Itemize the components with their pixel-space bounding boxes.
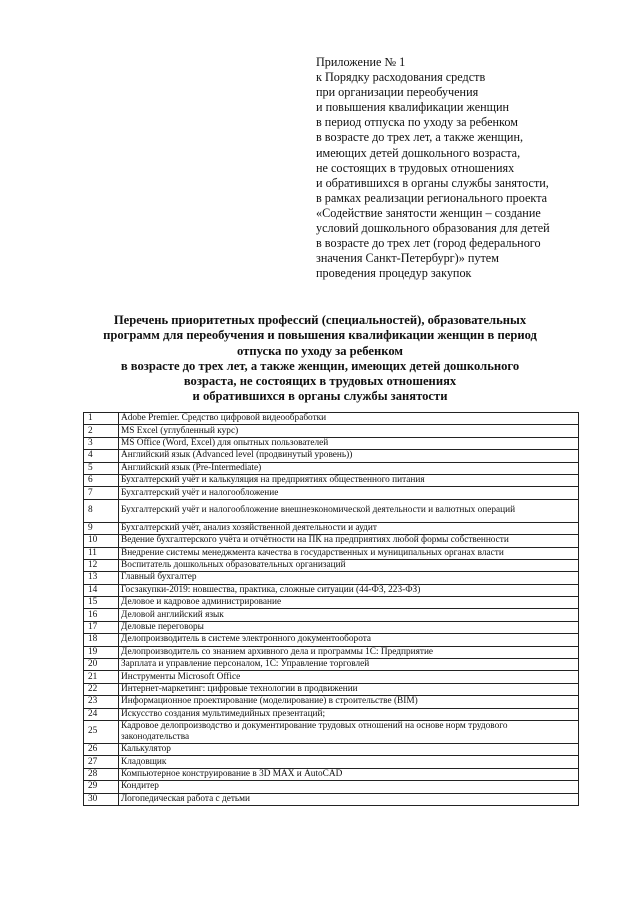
program-name: Воспитатель дошкольных образовательных организаций bbox=[119, 559, 579, 571]
table-row bbox=[84, 450, 579, 462]
row-number: 9 bbox=[84, 522, 119, 534]
appendix-header bbox=[316, 55, 616, 281]
table-row bbox=[84, 659, 579, 671]
table-row bbox=[84, 522, 579, 534]
row-number: 21 bbox=[84, 671, 119, 683]
row-number: 1 bbox=[84, 413, 119, 425]
appendix-line: проведения процедур закупок bbox=[316, 266, 472, 281]
row-number: 23 bbox=[84, 696, 119, 708]
table-row bbox=[84, 547, 579, 559]
table-row bbox=[84, 781, 579, 793]
program-name: Логопедическая работа с детьми bbox=[119, 793, 579, 805]
table-row bbox=[84, 756, 579, 768]
program-name: MS Office (Word, Excel) для опытных пользователей bbox=[119, 437, 579, 449]
row-number: 4 bbox=[84, 450, 119, 462]
table-row bbox=[84, 621, 579, 633]
appendix-line: не состоящих в трудовых отношениях bbox=[316, 160, 515, 175]
table-row bbox=[84, 487, 579, 499]
title-line: программ для переобучения и повышения квалификации женщин в период bbox=[103, 328, 537, 343]
title-line: Перечень приоритетных профессий (специальностей), образовательных bbox=[113, 313, 527, 327]
program-name: Бухгалтерский учёт, анализ хозяйственной деятельности и аудит bbox=[119, 522, 579, 534]
row-number: 14 bbox=[84, 584, 119, 596]
program-name: Деловое и кадровое администрирование bbox=[119, 597, 579, 609]
row-number: 22 bbox=[84, 683, 119, 695]
appendix-line: имеющих детей дошкольного возраста, bbox=[316, 145, 521, 160]
appendix-line: к Порядку расходования средств bbox=[316, 70, 486, 85]
table-row bbox=[84, 413, 579, 425]
table-row bbox=[84, 708, 579, 720]
row-number: 24 bbox=[84, 708, 119, 720]
program-name: Английский язык (Pre-Intermediate) bbox=[119, 462, 579, 474]
program-name: Внедрение системы менеджмента качества в государственных и муниципальных органах власти bbox=[119, 547, 579, 559]
row-number: 19 bbox=[84, 646, 119, 658]
row-number: 15 bbox=[84, 597, 119, 609]
program-name: Калькулятор bbox=[119, 743, 579, 755]
table-row bbox=[84, 572, 579, 584]
program-name: Информационное проектирование (моделирование) в строительстве (BIM) bbox=[119, 696, 579, 708]
table-row bbox=[84, 559, 579, 571]
title-line: отпуска по уходу за ребенком bbox=[237, 343, 403, 358]
program-name: Кадровое делопроизводство и документирование трудовых отношений на основе норм трудового законодательства bbox=[119, 720, 579, 743]
appendix-line: в возрасте до трех лет, а также женщин, bbox=[316, 130, 524, 145]
table-row bbox=[84, 597, 579, 609]
row-number: 6 bbox=[84, 474, 119, 486]
program-name: Adobe Premier. Средство цифровой видеообработки bbox=[119, 413, 579, 425]
program-name: Главный бухгалтер bbox=[119, 572, 579, 584]
program-name: Кладовщик bbox=[119, 756, 579, 768]
program-name: Искусство создания мультимедийных презентаций; bbox=[119, 708, 579, 720]
program-name: Бухгалтерский учёт и налогообложение внешнеэкономической деятельности и валютных операций bbox=[119, 499, 579, 522]
appendix-line: и обратившихся в органы службы занятости, bbox=[316, 175, 549, 190]
program-name: Компьютерное конструирование в 3D MAX и AutoCAD bbox=[119, 768, 579, 780]
table-row bbox=[84, 584, 579, 596]
row-number: 16 bbox=[84, 609, 119, 621]
table-row bbox=[84, 425, 579, 437]
table-row bbox=[84, 683, 579, 695]
table-row bbox=[84, 462, 579, 474]
title-line: возраста, не состоящих в трудовых отношениях bbox=[183, 374, 457, 389]
row-number: 18 bbox=[84, 634, 119, 646]
table-row bbox=[84, 437, 579, 449]
table-row bbox=[84, 609, 579, 621]
program-name: Деловые переговоры bbox=[119, 621, 579, 633]
row-number: 20 bbox=[84, 659, 119, 671]
appendix-line: условий дошкольного образования для детей bbox=[316, 221, 550, 236]
title-line: в возрасте до трех лет, а также женщин, имеющих детей дошкольного bbox=[120, 358, 520, 373]
row-number: 28 bbox=[84, 768, 119, 780]
program-name: Интернет-маркетинг: цифровые технологии в продвижении bbox=[119, 683, 579, 695]
table-row bbox=[84, 720, 579, 743]
row-number: 8 bbox=[84, 499, 119, 522]
row-number: 27 bbox=[84, 756, 119, 768]
title-line: и обратившихся в органы службы занятости bbox=[192, 389, 448, 404]
program-name: Зарплата и управление персоналом, 1С: Управление торговлей bbox=[119, 659, 579, 671]
table-row bbox=[84, 696, 579, 708]
appendix-line: и повышения квалификации женщин bbox=[316, 100, 510, 115]
program-name: Деловой английский язык bbox=[119, 609, 579, 621]
appendix-line: значения Санкт-Петербург)» путем bbox=[316, 251, 499, 266]
programs-table bbox=[83, 412, 579, 806]
row-number: 12 bbox=[84, 559, 119, 571]
row-number: 5 bbox=[84, 462, 119, 474]
program-name: Делопроизводитель со знанием архивного дела и программы 1С: Предприятие bbox=[119, 646, 579, 658]
table-row bbox=[84, 646, 579, 658]
program-name: Ведение бухгалтерского учёта и отчётности на ПК на предприятиях любой формы собственности bbox=[119, 535, 579, 547]
appendix-line: в рамках реализации регионального проекта bbox=[316, 190, 548, 205]
table-row bbox=[84, 793, 579, 805]
row-number: 29 bbox=[84, 781, 119, 793]
program-name: Госзакупки-2019: новшества, практика, сложные ситуации (44-ФЗ, 223-ФЗ) bbox=[119, 584, 579, 596]
program-name: Бухгалтерский учёт и калькуляция на предприятиях общественного питания bbox=[119, 474, 579, 486]
table-row bbox=[84, 634, 579, 646]
program-name: MS Excel (углубленный курс) bbox=[119, 425, 579, 437]
table-row bbox=[84, 535, 579, 547]
program-name: Делопроизводитель в системе электронного документооборота bbox=[119, 634, 579, 646]
program-name: Английский язык (Advanced level (продвинутый уровень)) bbox=[119, 450, 579, 462]
appendix-line: Приложение № 1 bbox=[316, 55, 406, 69]
row-number: 13 bbox=[84, 572, 119, 584]
row-number: 7 bbox=[84, 487, 119, 499]
document-title bbox=[40, 313, 600, 405]
row-number: 25 bbox=[84, 720, 119, 743]
row-number: 10 bbox=[84, 535, 119, 547]
table-row bbox=[84, 671, 579, 683]
table-row bbox=[84, 743, 579, 755]
row-number: 3 bbox=[84, 437, 119, 449]
appendix-line: в возрасте до трех лет (город федерального bbox=[316, 236, 541, 251]
row-number: 17 bbox=[84, 621, 119, 633]
table-row bbox=[84, 768, 579, 780]
program-name: Кондитер bbox=[119, 781, 579, 793]
program-name: Инструменты Microsoft Office bbox=[119, 671, 579, 683]
row-number: 2 bbox=[84, 425, 119, 437]
table-row bbox=[84, 474, 579, 486]
program-name: Бухгалтерский учёт и налогообложение bbox=[119, 487, 579, 499]
row-number: 30 bbox=[84, 793, 119, 805]
table-row bbox=[84, 499, 579, 522]
appendix-line: «Содействие занятости женщин – создание bbox=[316, 205, 541, 220]
row-number: 11 bbox=[84, 547, 119, 559]
row-number: 26 bbox=[84, 743, 119, 755]
appendix-line: при организации переобучения bbox=[316, 85, 479, 100]
appendix-line: в период отпуска по уходу за ребенком bbox=[316, 115, 518, 130]
